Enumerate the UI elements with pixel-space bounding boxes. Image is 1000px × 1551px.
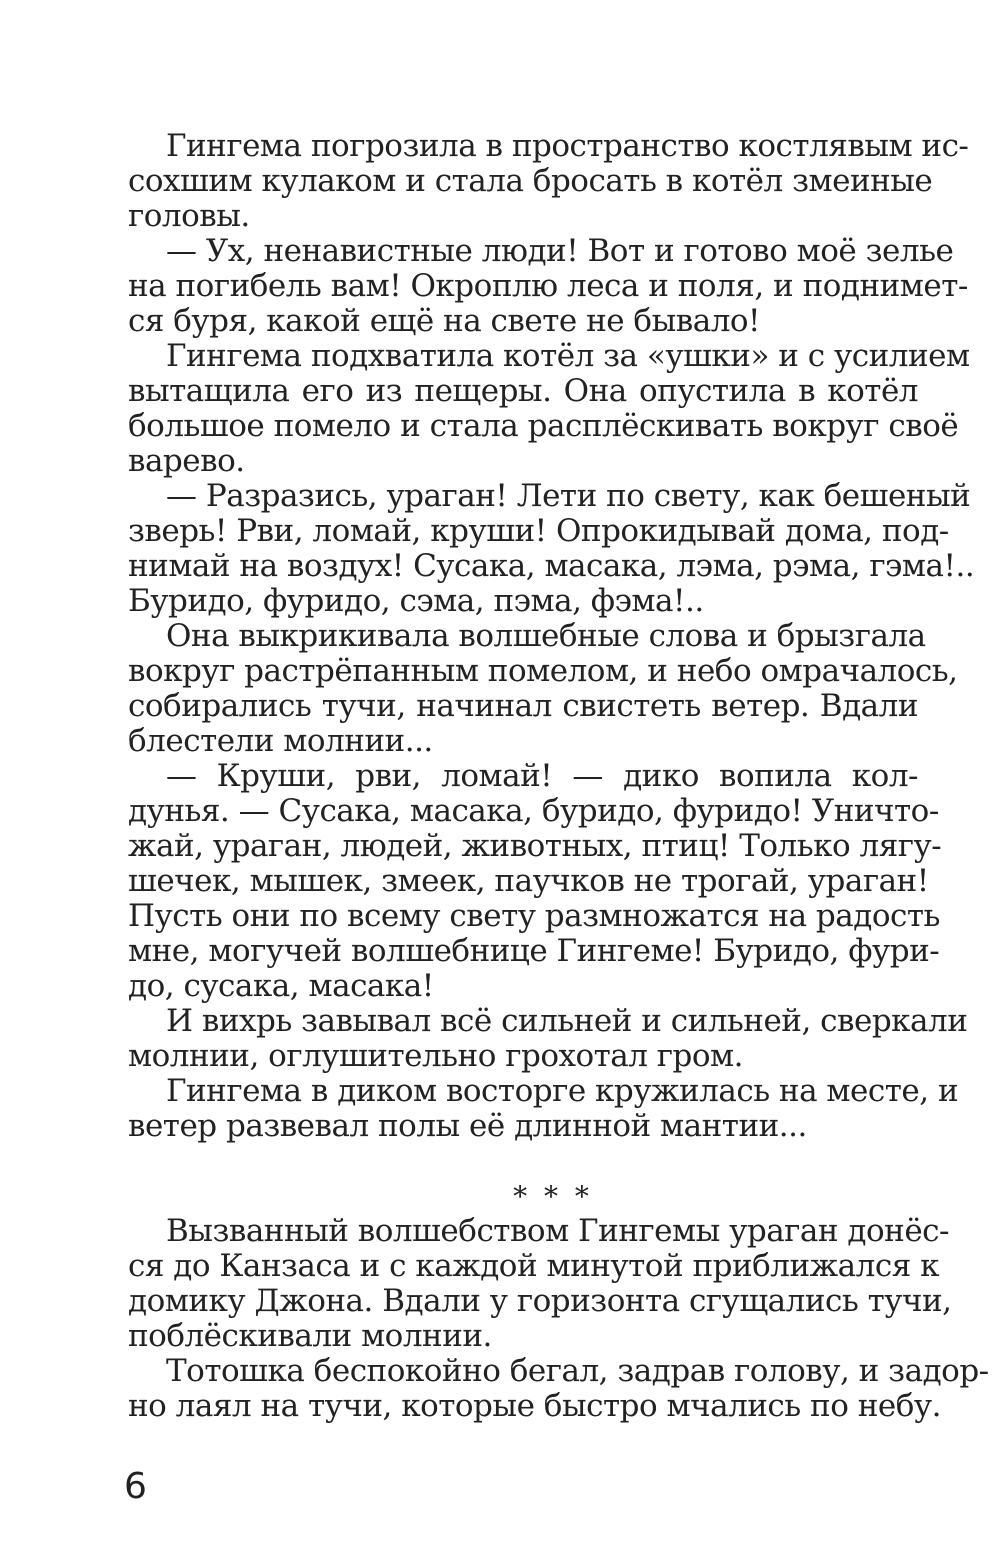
text-line: жай, ураган, людей, животных, птиц! Только лягу- — [128, 828, 942, 864]
text-line: Пусть они по всему свету размножатся на радость — [128, 898, 940, 934]
text-line: блестели молнии... — [128, 723, 433, 759]
text-line: — Круши, рви, ломай! — дико вопила кол- — [166, 758, 918, 794]
text-line: ся буря, какой ещё на свете не бывало! — [128, 303, 761, 339]
text-line: ся до Канзаса и с каждой минутой приближался к — [128, 1248, 940, 1284]
section-separator: * * * — [513, 1180, 593, 1213]
text-line: мне, могучей волшебнице Гингеме! Буридо, фури- — [128, 933, 940, 969]
text-line: до, сусака, масака! — [128, 968, 434, 1004]
text-line: Тотошка беспокойно бегал, задрав голову, и задор- — [166, 1353, 989, 1389]
text-line: — Разразись, ураган! Лети по свету, как бешеный — [166, 478, 971, 514]
text-line: вытащила его из пещеры. Она опустила в котёл — [128, 373, 918, 409]
text-line: молнии, оглушительно грохотал гром. — [128, 1038, 744, 1074]
text-line: Гингема подхватила котёл за «ушки» и с усилием — [166, 338, 970, 374]
text-line: варево. — [128, 443, 245, 479]
text-line: домику Джона. Вдали у горизонта сгущались тучи, — [128, 1283, 952, 1319]
page-number: 6 — [124, 1466, 147, 1507]
text-line: зверь! Рви, ломай, круши! Опрокидывай дома, под- — [128, 513, 949, 549]
text-line: Буридо, фуридо, сэма, пэма, фэма!.. — [128, 583, 704, 619]
page-body — [128, 128, 989, 1424]
text-line: вокруг растрёпанным помелом, и небо омрачалось, — [128, 653, 958, 689]
text-line: Вызванный волшебством Гингемы ураган донёс- — [166, 1213, 950, 1249]
text-line: собирались тучи, начинал свистеть ветер. Вдали — [128, 688, 918, 724]
text-line: сохшим кулаком и стала бросать в котёл змеиные — [128, 163, 933, 199]
text-line: — Ух, ненавистные люди! Вот и готово моё зелье — [166, 233, 954, 269]
text-line: но лаял на тучи, которые быстро мчались по небу. — [128, 1388, 941, 1424]
text-line: большое помело и стала расплёскивать вокруг своё — [128, 408, 959, 444]
text-line: шечек, мышек, змеек, паучков не трогай, ураган! — [128, 863, 929, 899]
text-line: ветер развевал полы её длинной мантии... — [128, 1108, 807, 1144]
text-line: Она выкрикивала волшебные слова и брызгала — [166, 618, 926, 654]
text-line: Гингема погрозила в пространство костлявым ис- — [166, 128, 969, 164]
text-line: дунья. — Сусака, масака, буридо, фуридо! Уничто- — [128, 793, 939, 829]
text-line: поблёскивали молнии. — [128, 1318, 492, 1354]
text-line: головы. — [128, 198, 250, 234]
text-line: на погибель вам! Окроплю леса и поля, и поднимет- — [128, 268, 968, 304]
text-line: Гингема в диком восторге кружилась на месте, и — [166, 1073, 959, 1109]
text-line: нимай на воздух! Сусака, масака, лэма, рэма, гэма!.. — [128, 548, 975, 584]
text-line: И вихрь завывал всё сильней и сильней, сверкали — [166, 1003, 968, 1039]
